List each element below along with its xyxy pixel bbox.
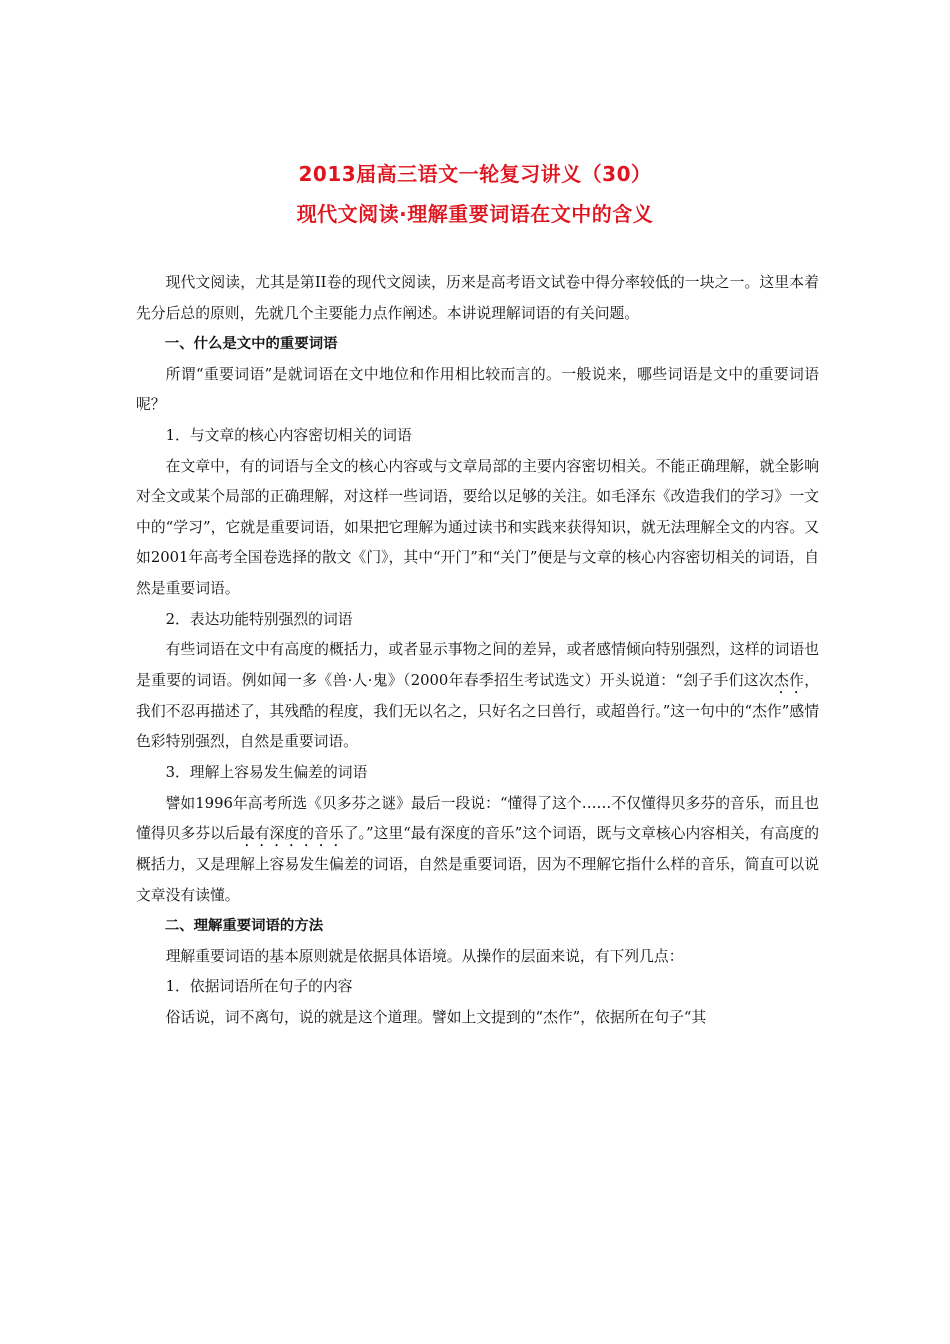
paragraph: 理解重要词语的基本原则就是依据具体语境。从操作的层面来说，有下列几点：	[165, 947, 684, 965]
paragraph	[136, 789, 819, 912]
subsection-heading: 1．依据词语所在句子的内容	[165, 978, 353, 996]
text-run: ，我们不忍再描述了，其残酷的程度，我们无以名之，只好名之曰兽行，或超兽行。”这一句中的“杰作”感情色彩特别强烈，自然是重要词语。	[136, 671, 819, 751]
section-heading: 一、什么是文中的重要词语	[164, 336, 338, 353]
document-title: 2013届高三语文一轮复习讲义（30）	[298, 162, 652, 186]
document-subtitle: 现代文阅读·理解重要词语在文中的含义	[296, 202, 654, 226]
text-run: 譬如1996年高考所选《贝多芬之谜》最后一段说：“懂得了这个……不仅懂得贝多芬的音乐，而且也懂得贝多芬以后	[136, 794, 819, 843]
paragraph: 所谓“重要词语”是就词语在文中地位和作用相比较而言的。一般说来，哪些词语是文中的重要词语呢？	[136, 365, 819, 414]
emphasized-phrase: 最有深度的音乐	[239, 825, 344, 843]
subsection-heading: 1．与文章的核心内容密切相关的词语	[165, 426, 412, 444]
emphasized-word: 杰作	[773, 671, 805, 689]
text-run: 了。”这里“最有深度的音乐”这个词语，既与文章核心内容相关，有高度的概括力，又是理解上容易发生偏差的词语，自然是重要词语，因为不理解它指什么样的音乐，简直可以说文章没有读懂。	[136, 825, 819, 904]
paragraph: 俗话说，词不离句，说的就是这个道理。譬如上文提到的“杰作”，依据所在句子“其	[165, 1009, 707, 1027]
text-run: 有些词语在文中有高度的概括力，或者显示事物之间的差异，或者感情倾向特别强烈，这样的词语也是重要的词语。例如闻一多《兽·人·鬼》（2000年春季招生考试选文）开头说道：“刽子手们这次	[136, 641, 819, 689]
subsection-heading: 3．理解上容易发生偏差的词语	[165, 763, 368, 781]
document-body	[136, 268, 819, 1034]
intro-paragraph: 现代文阅读，尤其是第II卷的现代文阅读，历来是高考语文试卷中得分率较低的一块之一。这里本着先分后总的原则，先就几个主要能力点作阐述。本讲说理解词语的有关问题。	[136, 274, 819, 322]
subsection-heading: 2．表达功能特别强烈的词语	[165, 610, 353, 628]
section-heading: 二、理解重要词语的方法	[164, 918, 324, 935]
paragraph	[136, 635, 819, 758]
paragraph: 在文章中，有的词语与全文的核心内容或与文章局部的主要内容密切相关。不能正确理解，就全影响对全文或某个局部的正确理解，对这样一些词语，要给以足够的关注。如毛泽东《改造我们的学习》一文中的“学习”，它就是重要词语，如果把它理解为通过读书和实践来获得知识，就无法理解全文的内容。又如2001年高考全国卷选择的散文《门》，其中“开门”和“关门”便是与文章的核心内容密切相关的词语，自然是重要词语。	[136, 457, 819, 597]
